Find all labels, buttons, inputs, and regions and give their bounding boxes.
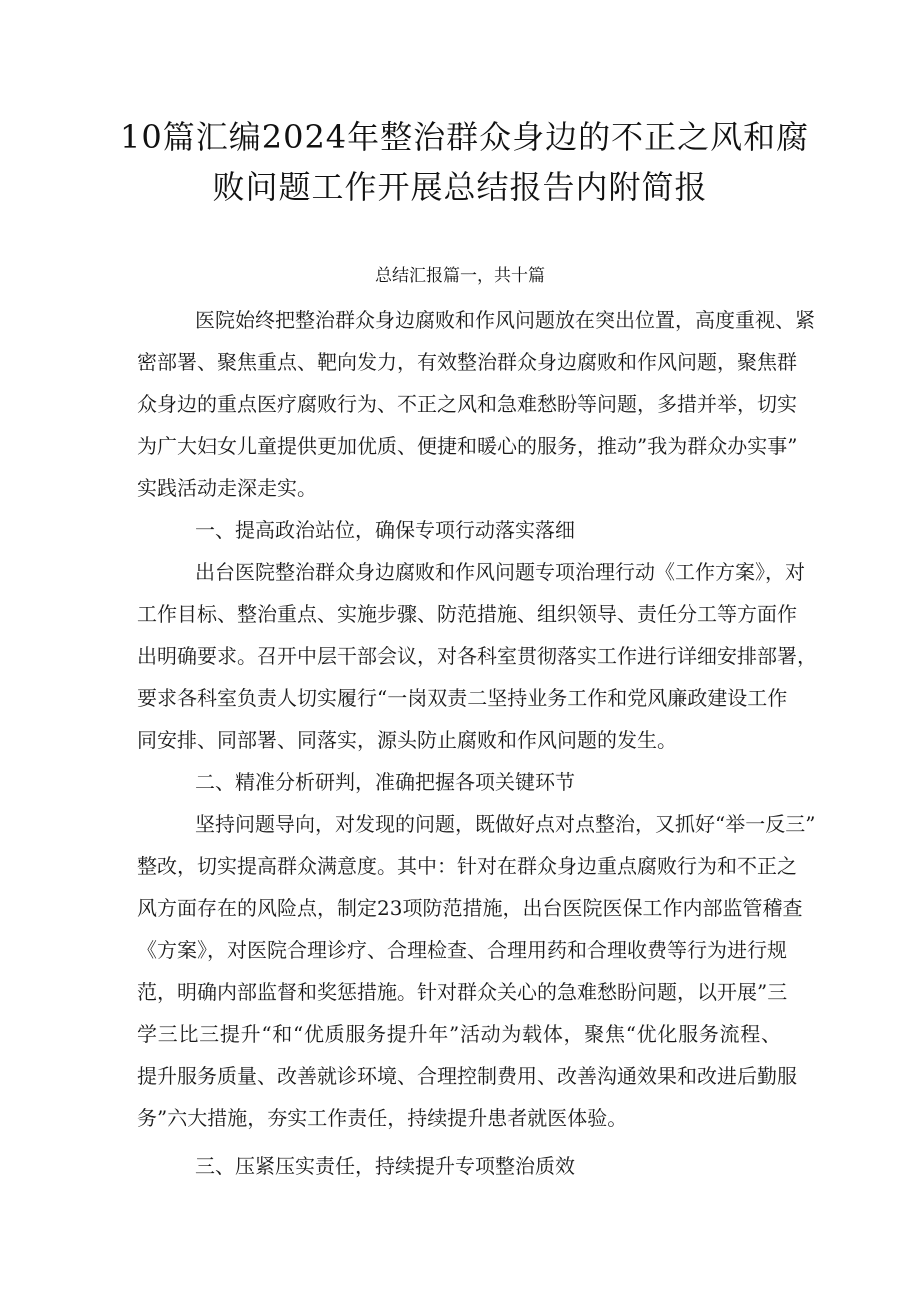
paragraph-line: 风方面存在的风险点，制定23项防范措施，出台医院医保工作内部监管稽查 <box>137 896 803 920</box>
paragraph-line: 工作目标、整治重点、实施步骤、防范措施、组织领导、责任分工等方面作 <box>137 602 797 626</box>
paragraph-line: 医院始终把整治群众身边腐败和作风问题放在突出位置，高度重视、紧 <box>195 308 815 332</box>
paragraph-line: 整改，切实提高群众满意度。其中：针对在群众身边重点腐败行为和不正之 <box>137 854 797 878</box>
section-heading-1: 一、提高政治站位，确保专项行动落实落细 <box>195 518 575 542</box>
paragraph-line: 为广大妇女儿童提供更加优质、便捷和暖心的服务，推动”我为群众办实事” <box>137 434 798 458</box>
paragraph-line: 密部署、聚焦重点、靶向发力，有效整治群众身边腐败和作风问题，聚焦群 <box>137 350 797 374</box>
section-heading-3: 三、压紧压实责任，持续提升专项整治质效 <box>195 1154 575 1178</box>
paragraph-line: 实践活动走深走实。 <box>137 476 317 500</box>
paragraph-line: 出台医院整治群众身边腐败和作风问题专项治理行动《工作方案》，对 <box>195 560 805 584</box>
paragraph-line: 务”六大措施，夯实工作责任，持续提升患者就医体验。 <box>137 1106 628 1130</box>
paragraph-line: 同安排、同部署、同落实，源头防止腐败和作风问题的发生。 <box>137 728 677 752</box>
paragraph-line: 提升服务质量、改善就诊环境、合理控制费用、改善沟通效果和改进后勤服 <box>137 1064 797 1088</box>
paragraph-line: 《方案》，对医院合理诊疗、合理检查、合理用药和合理收费等行为进行规 <box>137 938 787 962</box>
document-subtitle: 总结汇报篇一，共十篇 <box>375 266 545 286</box>
paragraph-line: 要求各科室负责人切实履行“一岗双责二坚持业务工作和党风廉政建设工作 <box>137 686 788 710</box>
document-title-line-2: 败问题工作开展总结报告内附简报 <box>212 168 708 206</box>
paragraph-line: 范，明确内部监督和奖惩措施。针对群众关心的急难愁盼问题，以开展”三 <box>137 980 788 1004</box>
section-heading-2: 二、精准分析研判，准确把握各项关键环节 <box>195 770 575 794</box>
paragraph-line: 出明确要求。召开中层干部会议，对各科室贯彻落实工作进行详细安排部署， <box>137 644 817 668</box>
paragraph-line: 众身边的重点医疗腐败行为、不正之风和急难愁盼等问题，多措并举，切实 <box>137 392 797 416</box>
document-title-line-1: 10篇汇编2024年整治群众身边的不正之风和腐 <box>120 118 810 156</box>
paragraph-line: 坚持问题导向，对发现的问题，既做好点对点整治，又抓好“举一反三” <box>195 812 816 836</box>
paragraph-line: 学三比三提升“和“优质服务提升年”活动为载体，聚焦“优化服务流程、 <box>137 1022 781 1046</box>
